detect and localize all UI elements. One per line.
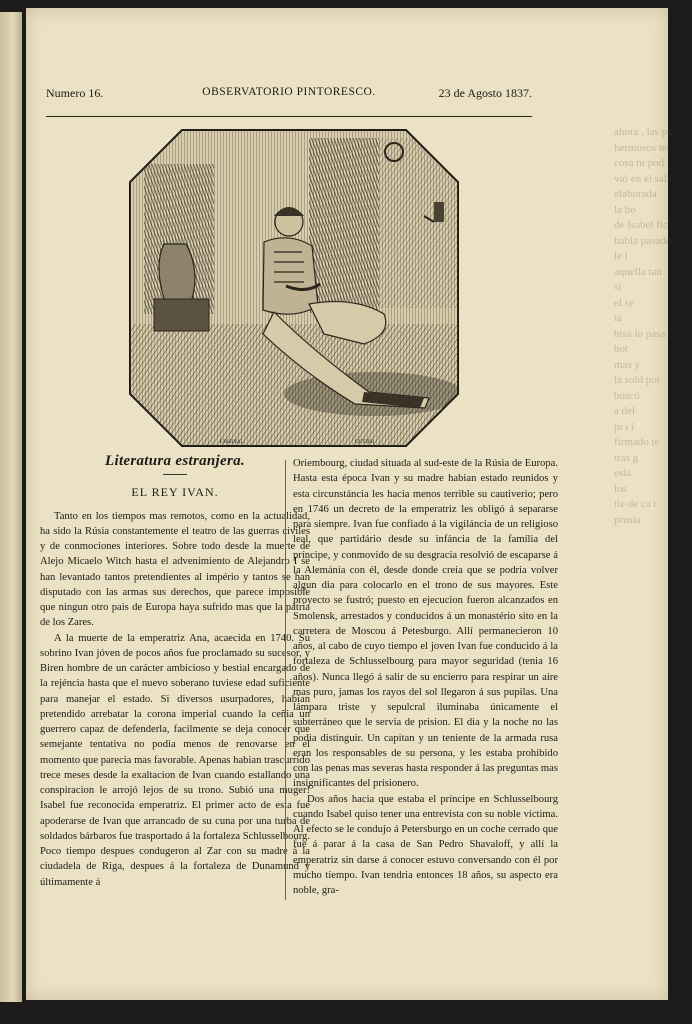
previous-page-edge (0, 12, 22, 1002)
paragraph: Tanto en los tiempos mas remotos, como en la actualidad, ha sido la Rúsia constantemente el teatro de las guerras civiles y de conmociones interiores. Sobre todo desde la muerte de Alejo Micaelo Witch hasta el advenimiento de Alejandro I se han levantado tantos pretendientes al império y tantos se han disputado con las armas sus derechos, que parece imposible que ningun otro pais de Europa haya sufrido mas que la pátria de los Zares. (40, 510, 310, 629)
engraver-credit-left: F.BERNAL. (220, 440, 245, 445)
engraver-credit-right: GETTER. (355, 440, 376, 445)
paragraph: Dos años hacia que estaba el príncipe en Schlusselbourg cuando Isabel quiso tener una entrevista con su noble víctima. Al efecto se le condujo á Petersburgo en un coche cerrado que fue á parar á la casa de San Pedro Shavaloff, y allí la emperatriz sin darse á conocer estuvo conversando con él por mucho tiempo. Ivan tendria entonces 18 años, su aspecto era noble, gra- (293, 793, 558, 896)
column-divider (285, 460, 286, 900)
page-header (46, 86, 532, 102)
section-heading: Literatura estranjera. (105, 453, 245, 469)
header-rule (46, 116, 532, 117)
heading-dash (163, 474, 187, 475)
show-through-text: ahora , las pa hermosos ter cosa ni pod vió en el sala elaborada la bo de Isabel fic habia pasado le l aquella tan si el se ta bisa lo pasa bot mas y la sold por buscó a del pi i i firmado te tras g esla los tie de ca t prusia (614, 126, 673, 526)
paragraph: A la muerte de la emperatriz Ana, acaecida en 1740. Su sobrino Ivan jóven de pocos años fue proclamado su sucesor, y Biren hombre de un carácter ambicioso y bestial encargado de la rejéncia hasta que el nuevo soberano tuviese edad suficiente para manejar el estado. Si diversos usurpadores, habian pretendido arrebatar la corona imperial cuando la ceñia un guerrero capaz de defenderla, facilmente se deja conocer que semejante tentativa no podia menos de renovarse en el momento que parecia mas favorable. Apenas habian trascurrido trece meses desde la exaltacion de Ivan cuando estallando una conspiracion le arrojó lejos de su trono. Subió una muger! Isabel fue reconocida emperatriz. El primer acto de esta fue apoderarse de Ivan que arrancado de su cuna por una turba de soldados bárbaros fue trasportado á la fortaleza Schlusselbourg. Poco tiempo despues condugeron al Zar con su madre á la ciudadela de Riga, despues á la fortaleza de Dunamund y últimamente á (40, 632, 310, 888)
paragraph: Oriembourg, ciudad situada al sud-este de la Rúsia de Europa. Hasta esta época Ivan y su madre habian estado reunidos y esta circunstáncia les hacia menos terrible su cautiverio; pero en 1746 un decreto de la emperatriz les obligó á separarse para siempre. Ivan fue confiado á la vigiláncia de un religioso leal, que partidário desde su infáncia de la família del príncipe, y conmovido de su desgracia resolvió de escaparse á la Alemánia con él, desde donde creia que se podria volver algun dia para colocarlo en el trono de sus mayores. Este proyecto se fustró; puesto en ejecucion fueron alcanzados en Smolensk, arrestados y conducidos á un monastério sito en la carretera de Moscou á Petesburgo. Allí permanecieron 10 años, al cabo de cuyo tiempo el joven Ivan fue conducido á la fortaleza de Schlusselbourg para mayor seguridad (tenia 16 años). Nunca llegó á salir de su encierro para respirar un aire mas puro, jamas los rayos del sol llegaron á sus pupilas. Una lámpara triste y sepulcral iluminaba únicamente el subterráneo que le servia de prision. El dia y la noche no las podia distinguir. Un capitan y un teniente de la armada rusa eran los responsables de su persona, y les estaba prohibido con las penas mas severas hasta responder á las preguntas mas insignificantes del prisionero. (293, 458, 558, 790)
column-right (293, 456, 558, 898)
prisoner-engraving (124, 124, 464, 452)
column-left (40, 452, 310, 890)
issue-date: 23 de Agosto 1837. (438, 86, 532, 100)
article-title: EL REY IVAN. (131, 485, 219, 500)
issue-number: Numero 16. (46, 86, 104, 100)
publication-title: OBSERVATORIO PINTORESCO. (202, 86, 376, 98)
